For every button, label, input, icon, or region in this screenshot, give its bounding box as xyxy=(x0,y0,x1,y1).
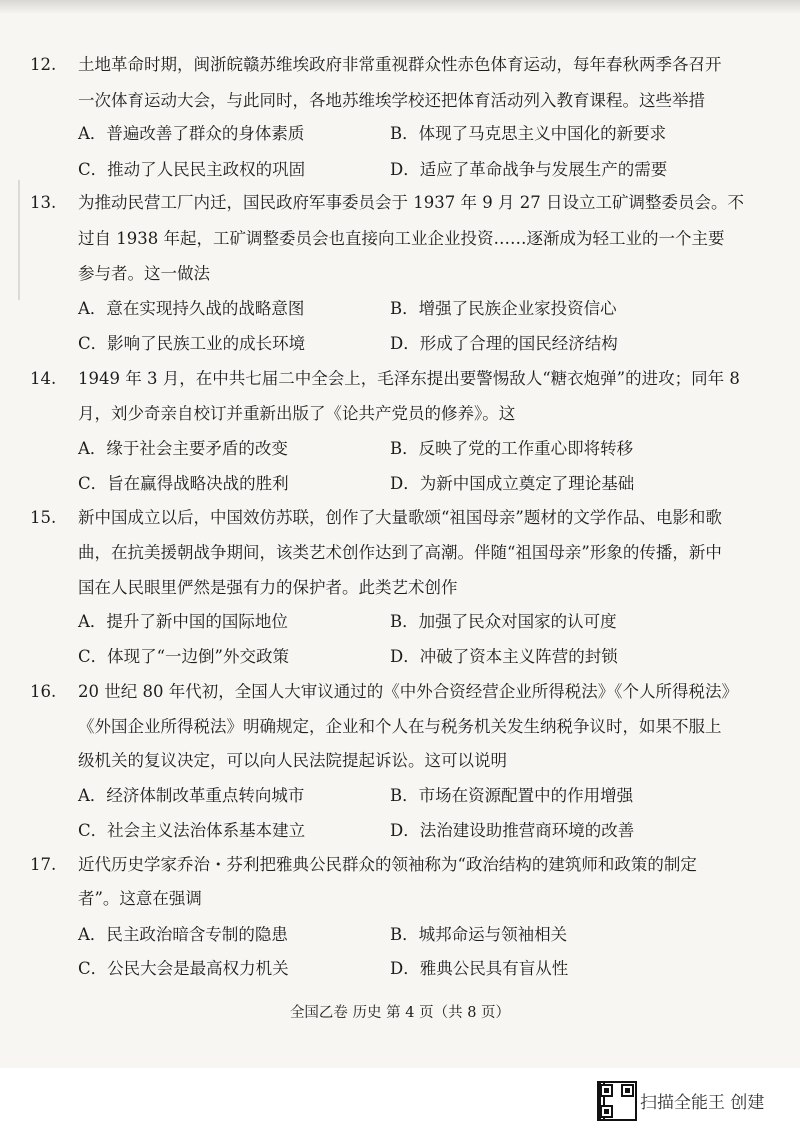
option-a: A．提升了新中国的国际地位 xyxy=(78,612,288,631)
question-stem-line: 国在人民眼里俨然是强有力的保护者。此类艺术创作 xyxy=(78,578,458,597)
option-b: B．体现了马克思主义中国化的新要求 xyxy=(390,124,667,143)
option-b: B．反映了党的工作重心即将转移 xyxy=(390,439,634,458)
option-d: D．为新中国成立奠定了理论基础 xyxy=(390,474,635,493)
question-number: 17. xyxy=(30,855,57,874)
question-number: 13. xyxy=(30,193,57,212)
option-c: C．社会主义法治体系基本建立 xyxy=(78,821,306,840)
option-b: B．增强了民族企业家投资信心 xyxy=(390,299,617,318)
question-stem-line: 过自 1938 年起，工矿调整委员会也直接向工业企业投资……逐渐成为轻工业的一个主要 xyxy=(78,229,725,248)
question-stem-line: 1949 年 3 月，在中共七届二中全会上，毛泽东提出要警惕敌人“糖衣炮弹”的进攻；同年 8 xyxy=(78,369,740,388)
option-c: C．影响了民族工业的成长环境 xyxy=(78,334,306,353)
option-d: D．适应了革命战争与发展生产的需要 xyxy=(390,160,668,179)
question-number: 15. xyxy=(30,508,57,527)
question-number: 16. xyxy=(30,682,57,701)
question-stem-line: 《外国企业所得税法》明确规定，企业和个人在与税务机关发生纳税争议时，如果不服上 xyxy=(78,717,722,736)
question-stem-line: 新中国成立以后，中国效仿苏联，创作了大量歌颂“祖国母亲”题材的文学作品、电影和歌 xyxy=(78,508,722,527)
question-stem-line: 土地革命时期，闽浙皖赣苏维埃政府非常重视群众性赤色体育运动，每年春秋两季各召开 xyxy=(78,55,722,74)
question-stem-line: 月，刘少奇亲自校订并重新出版了《论共产党员的修养》。这 xyxy=(78,404,516,423)
question-stem-line: 参与者。这一做法 xyxy=(78,264,210,283)
option-a: A．民主政治暗含专制的隐患 xyxy=(78,925,288,944)
option-a: A．意在实现持久战的战略意图 xyxy=(78,299,305,318)
option-a: A．缘于社会主要矛盾的改变 xyxy=(78,439,288,458)
scan-shadow xyxy=(0,0,800,14)
option-a: A．普遍改善了群众的身体素质 xyxy=(78,124,305,143)
question-stem-line: 20 世纪 80 年代初，全国人大审议通过的《中外合资经营企业所得税法》《个人所得税法》 xyxy=(78,682,738,701)
option-a: A．经济体制改革重点转向城市 xyxy=(78,786,305,805)
option-c: C．公民大会是最高权力机关 xyxy=(78,959,289,978)
qr-finder xyxy=(600,1105,613,1118)
question-stem-line: 为推动民营工厂内迁，国民政府军事委员会于 1937 年 9 月 27 日设立工矿调整委员会。不 xyxy=(78,193,744,212)
question-number: 14. xyxy=(30,369,57,388)
option-b: B．城邦命运与领袖相关 xyxy=(390,925,568,944)
option-c: C．旨在赢得战略决战的胜利 xyxy=(78,474,289,493)
qr-finder xyxy=(621,1084,634,1097)
option-d: D．形成了合理的国民经济结构 xyxy=(390,334,618,353)
scanner-watermark: 扫描全能王 创建 xyxy=(640,1093,765,1113)
page-footer: 全国乙卷 历史 第 4 页（共 8 页） xyxy=(289,1005,511,1021)
option-b: B．加强了民众对国家的认可度 xyxy=(390,612,617,631)
option-d: D．雅典公民具有盲从性 xyxy=(390,959,569,978)
option-d: D．法治建设助推营商环境的改善 xyxy=(390,821,635,840)
question-number: 12. xyxy=(30,55,57,74)
scan-edge xyxy=(18,180,20,300)
qr-finder xyxy=(600,1084,613,1097)
qr-code-icon xyxy=(597,1081,637,1121)
question-stem-line: 近代历史学家乔治・芬利把雅典公民群众的领袖称为“政治结构的建筑师和政策的制定 xyxy=(78,855,697,874)
option-b: B．市场在资源配置中的作用增强 xyxy=(390,786,634,805)
question-stem-line: 级机关的复议决定，可以向人民法院提起诉讼。这可以说明 xyxy=(78,751,507,770)
question-stem-line: 者”。这意在强调 xyxy=(78,889,202,908)
option-c: C．体现了“一边倒”外交政策 xyxy=(78,647,289,666)
question-stem-line: 曲，在抗美援朝战争期间，该类艺术创作达到了高潮。伴随“祖国母亲”形象的传播，新中 xyxy=(78,543,722,562)
option-d: D．冲破了资本主义阵营的封锁 xyxy=(390,647,618,666)
option-c: C．推动了人民民主政权的巩固 xyxy=(78,160,306,179)
question-stem-line: 一次体育运动大会，与此同时，各地苏维埃学校还把体育活动列入教育课程。这些举措 xyxy=(78,91,705,110)
